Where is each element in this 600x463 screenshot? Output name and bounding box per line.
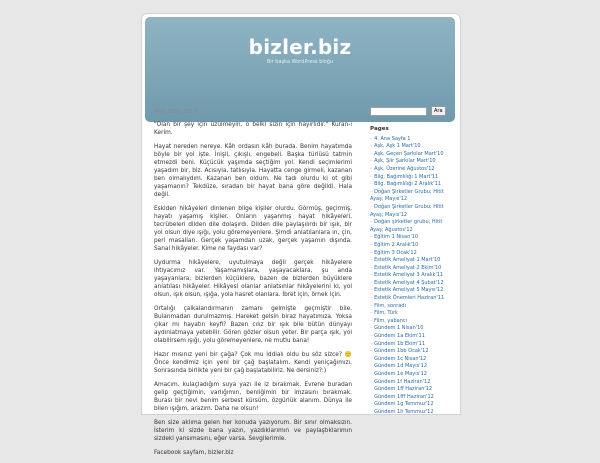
page-link[interactable]: Film, yabancı bbox=[374, 317, 408, 324]
pages-list-item[interactable]: – Estetik Ameliyat 3 Aralık'11 bbox=[370, 272, 444, 279]
page-link[interactable]: Estetik Önemleri Haziran'11 bbox=[374, 295, 445, 302]
page-link[interactable]: Gündem 1ff Haziran'12 bbox=[374, 386, 433, 393]
page-link[interactable]: Doğan Şirketler Grubu; Hitit Ayaş; Mayıs'12 bbox=[370, 203, 444, 218]
page-link[interactable]: Aşk, Geçen Şarkılar Mart'10 bbox=[374, 150, 444, 157]
page-link[interactable]: Gündem 1fff Haziran'12 bbox=[374, 393, 434, 400]
pages-list-item[interactable]: – 4. Ana Sayfa 1 bbox=[370, 135, 411, 142]
pages-list bbox=[370, 136, 454, 417]
page-link[interactable]: Gündem 1f Haziran'12 bbox=[374, 378, 431, 385]
pages-heading: Pages bbox=[370, 126, 389, 132]
pages-list-item[interactable]: – Aşk, Aşk 1 Mart'10 bbox=[370, 143, 421, 150]
pages-list-item[interactable]: – Bilg. Bağımlılığı 1 Mart'11 bbox=[370, 173, 439, 180]
post-content bbox=[154, 108, 352, 463]
page-link[interactable]: Aşk, Aşk 1 Mart'10 bbox=[374, 143, 421, 150]
pages-list-item[interactable]: – Estetik Ameliyat 2 Ekim'10 bbox=[370, 264, 442, 271]
pages-list-item[interactable]: – Gündem 1fff Haziran'12 bbox=[370, 393, 434, 400]
pages-list-item[interactable]: – Gündem 1e Mayıs'12 bbox=[370, 371, 427, 377]
page-link[interactable]: Eğitim 3 Ocak'12 bbox=[374, 249, 417, 256]
pages-list-item[interactable]: – Gündem 1a Ekim'11 bbox=[370, 333, 425, 340]
pages-list-item[interactable]: – Gündem 1 Nisan'10 bbox=[370, 325, 424, 332]
page-link[interactable]: Estetik Ameliyat 1 Mart'10 bbox=[374, 257, 441, 264]
page-link[interactable]: Gündem 1d Mayıs'12 bbox=[374, 363, 428, 370]
post-date: Mart 25th, 2010 bbox=[154, 109, 197, 115]
post-paragraph: "Olan bir şey için üzülmeyin, o belki sizin için hayırlıdır." Kuran-ı Kerim. bbox=[154, 122, 352, 136]
page-link[interactable]: Film, sonradı bbox=[374, 302, 406, 309]
page-link[interactable]: Eğitim 1 Nisan'10 bbox=[374, 234, 419, 241]
sidebar bbox=[370, 105, 454, 417]
pages-list-item[interactable]: – Aşk, Üzerine Ağustos'12 bbox=[370, 165, 435, 172]
pages-list-item[interactable]: – Eğitim 3 Ocak'12 bbox=[370, 249, 417, 256]
page-link[interactable]: Gündem 1a Ekim'11 bbox=[374, 333, 425, 340]
post-paragraph: Amacım, kulaçladığım suya yazı ile iz bırakmak. Evrene buradan gelip geçtiğimin, varlığımın, benliğimin bir imzasını bırakmak. Burası bir nevi benim serbest kürsüm, özgürlük alanım. Dünya ile bilen ışığım, arazım. Daha ne olsun! bbox=[154, 382, 352, 412]
page-link[interactable]: Gündem 1b Ekim'11 bbox=[374, 340, 426, 347]
post-paragraph: Ben size aklıma gelen her konuda yazıyorum. Bir sınır olmaksızın. İsterim ki sizde bana yazın, yazdıklarımın ve paylaştıklarımın sizdeki yansımasını, eğer varsa. Sevgilerimle. bbox=[154, 420, 352, 442]
pages-list-item[interactable]: – Film, Türk bbox=[370, 310, 398, 317]
page-link[interactable]: Bilg. Bağımlılığı 1 Mart'11 bbox=[374, 173, 439, 180]
pages-list-item[interactable]: – Aşk, Şiir Şarkılar Mart'10 bbox=[370, 158, 436, 165]
page-link[interactable]: Gündem 1h Temmuz'12 bbox=[374, 408, 434, 415]
page-link[interactable]: Estetik Ameliyat 2 Ekim'10 bbox=[374, 264, 442, 271]
pages-list-item[interactable]: – Gündem 1b Ekim'11 bbox=[370, 340, 426, 347]
post-paragraph: Facebook sayfam, bizler.biz bbox=[154, 450, 234, 456]
page-link[interactable]: Gündem 1c Nisan'12 bbox=[374, 355, 427, 362]
post-paragraph: Eskiden hikâyeleri dinlenen bilge kişiler olurdu. Görmüş, geçirmiş, hayatı yaşamış kişiler. Onların yaşanmış hayat hikâyeleri, tecrübeleri dilden dile dolaşırdı. Dilden dile paylaşılırdı bir ışık, bir yol olsun diye ışığı, yolu göremeyenlere. Şimdi anlatılanlara ın, çin, peri masalları. Gerçek yaşamdan uzak, gerçek yaşamın dışında. Sanal hikâyeler. Kime ne faydası var? bbox=[154, 206, 352, 252]
search-button[interactable]: Ara bbox=[431, 106, 446, 116]
pages-list-item[interactable]: – Aşk, Geçen Şarkılar Mart'10 bbox=[370, 150, 444, 157]
post-paragraph: Hayat nereden nereye. Kâh ordasın kâh burada. Benim hayatımda böyle bir yol işte. İnişli, çıkışlı, engebeli. Başka türlüsü tatmin etmezdi beni. Küçücük yaşımda seçtiğim yol. Kendi seçimlerimi yaşadım bir, biz. Acısıyla, tatlısıyla. Hayatta cenge girmeli, kazanan ben olmalıydım. Kazanan ben oldum. Ne tadı olurdu ki ot gibi yaşamanın? Tekdüze, sıradan bir hayat bana göre değildi. Hala değil. bbox=[154, 144, 352, 198]
search-input[interactable] bbox=[370, 107, 427, 116]
page-link[interactable]: Estetik Ameliyat 5 Mayıs'12 bbox=[374, 287, 444, 294]
page-link[interactable]: Aşk, Üzerine Ağustos'12 bbox=[374, 165, 435, 172]
pages-list-item[interactable]: – Bilg. Bağımlılığı 2 Aralık'11 bbox=[370, 181, 442, 188]
search-form bbox=[370, 105, 454, 117]
post-paragraph: Hazır mısınız yeni bir çağa? Çok mu iddialı oldu bu söz sizce? 🙂 Önce kendimiz için yeni bir çağ başlatalım. Kendi yeniçağımızı. Sonrasında birlikte yeni bir çağ başlatabiliriz. Ne dersiniz?:) bbox=[154, 352, 352, 374]
pages-list-item[interactable]: – Doğan Şirketler Grubu; Hitit Ayaş; Mayıs'12 bbox=[370, 188, 444, 203]
page-link[interactable]: Film, Türk bbox=[374, 310, 398, 317]
post-paragraph: Uydurma hikâyelere, uyutulmaya değil gerçek hikâyelere ihtiyacımız var. Yaşamamışlara, yaşayacaklara, şu anda yaşayanlara, bizlerden küçüklere, bazen de bizlerden büyüklere anlatılası hikâyeler. Hikâyesi olanlar anlatsınlar hikâyelerini ki, yol olsun, ışık olsun, ışığa, yola hasret olanlara. İbret için, örnek için. bbox=[154, 260, 352, 298]
pages-list-item[interactable]: – Film, yabancı bbox=[370, 317, 408, 324]
page-link[interactable]: Eğitim 2 Aralık'10 bbox=[374, 241, 419, 248]
pages-list-item[interactable]: – Estetik Ameliyat 4 Şubat'12 bbox=[370, 279, 444, 286]
pages-list-item[interactable]: – Eğitim 2 Aralık'10 bbox=[370, 241, 419, 248]
page-link[interactable]: Estetik Ameliyat 4 Şubat'12 bbox=[374, 279, 444, 286]
blog-description: Bir başka WordPress bloğu bbox=[266, 59, 334, 65]
pages-list-item[interactable]: – Doğan Şirketler Grubu; Hitit Ayaş; Mayıs'12 bbox=[370, 203, 444, 218]
page-link[interactable]: Gündem 1g Temmuz'12 bbox=[374, 401, 434, 408]
page-link[interactable]: Gündem 1bb Ocak'12 bbox=[374, 348, 429, 355]
page-link[interactable]: Bilg. Bağımlılığı 2 Aralık'11 bbox=[374, 181, 442, 188]
pages-list-item[interactable]: – Eğitim 1 Nisan'10 bbox=[370, 234, 419, 241]
page-link[interactable]: Doğan Şirketler Grubu; Hitit Ayaş; Mayıs'12 bbox=[370, 188, 444, 203]
pages-list-item[interactable]: – Gündem 1f Haziran'12 bbox=[370, 378, 431, 385]
pages-list-item[interactable]: – Gündem 1c Nisan'12 bbox=[370, 355, 427, 362]
page-link[interactable]: Gündem 1 Nisan'10 bbox=[374, 325, 424, 332]
page-link[interactable]: Doğan şirketler grubu; Hitit Ayaş; Ağustos'12 bbox=[370, 219, 443, 233]
page-link[interactable]: Estetik Ameliyat 3 Aralık'11 bbox=[374, 272, 444, 279]
page-link[interactable]: 4. Ana Sayfa 1 bbox=[374, 135, 411, 142]
pages-list-item[interactable]: – Gündem 1bb Ocak'12 bbox=[370, 348, 429, 355]
page-link[interactable]: Gündem 1e Mayıs'12 bbox=[374, 371, 427, 377]
pages-list-item[interactable]: – Gündem 1ff Haziran'12 bbox=[370, 386, 433, 393]
pages-list-item[interactable]: – Estetik Ameliyat 5 Mayıs'12 bbox=[370, 287, 444, 294]
pages-list-item[interactable]: – Gündem 1d Mayıs'12 bbox=[370, 363, 428, 370]
pages-list-item[interactable]: – Estetik Ameliyat 1 Mart'10 bbox=[370, 257, 441, 264]
pages-list-item[interactable]: – Estetik Önemleri Haziran'11 bbox=[370, 295, 445, 302]
pages-list-item[interactable]: – Doğan şirketler grubu; Hitit Ayaş; Ağustos'12 bbox=[370, 219, 443, 233]
pages-list-item[interactable]: – Gündem 1g Temmuz'12 bbox=[370, 401, 434, 408]
pages-list-item[interactable]: – Gündem 1h Temmuz'12 bbox=[370, 408, 434, 415]
page-link[interactable]: Aşk, Şiir Şarkılar Mart'10 bbox=[374, 158, 436, 165]
blog-title[interactable]: bizler.biz bbox=[248, 35, 352, 59]
post-paragraph: Ortalığı çalkalandırmanın zamanı gelmişte geçmiştir bile. Bulanmadan durulmazmış. Hareket gelsin biraz hayatımıza. Yoksa çıkar mı hayatın keyfi? Bazen cılız bir ışık bile bütün dünyayı aydınlatmaya yetebilir. Gören gözler olsun yeter. Bir parça ışık, yol olabilirsem ışığı, yolu göremeyenlere, ne mutlu bana! bbox=[154, 306, 352, 344]
pages-list-item[interactable]: – Film, sonradı bbox=[370, 302, 406, 309]
